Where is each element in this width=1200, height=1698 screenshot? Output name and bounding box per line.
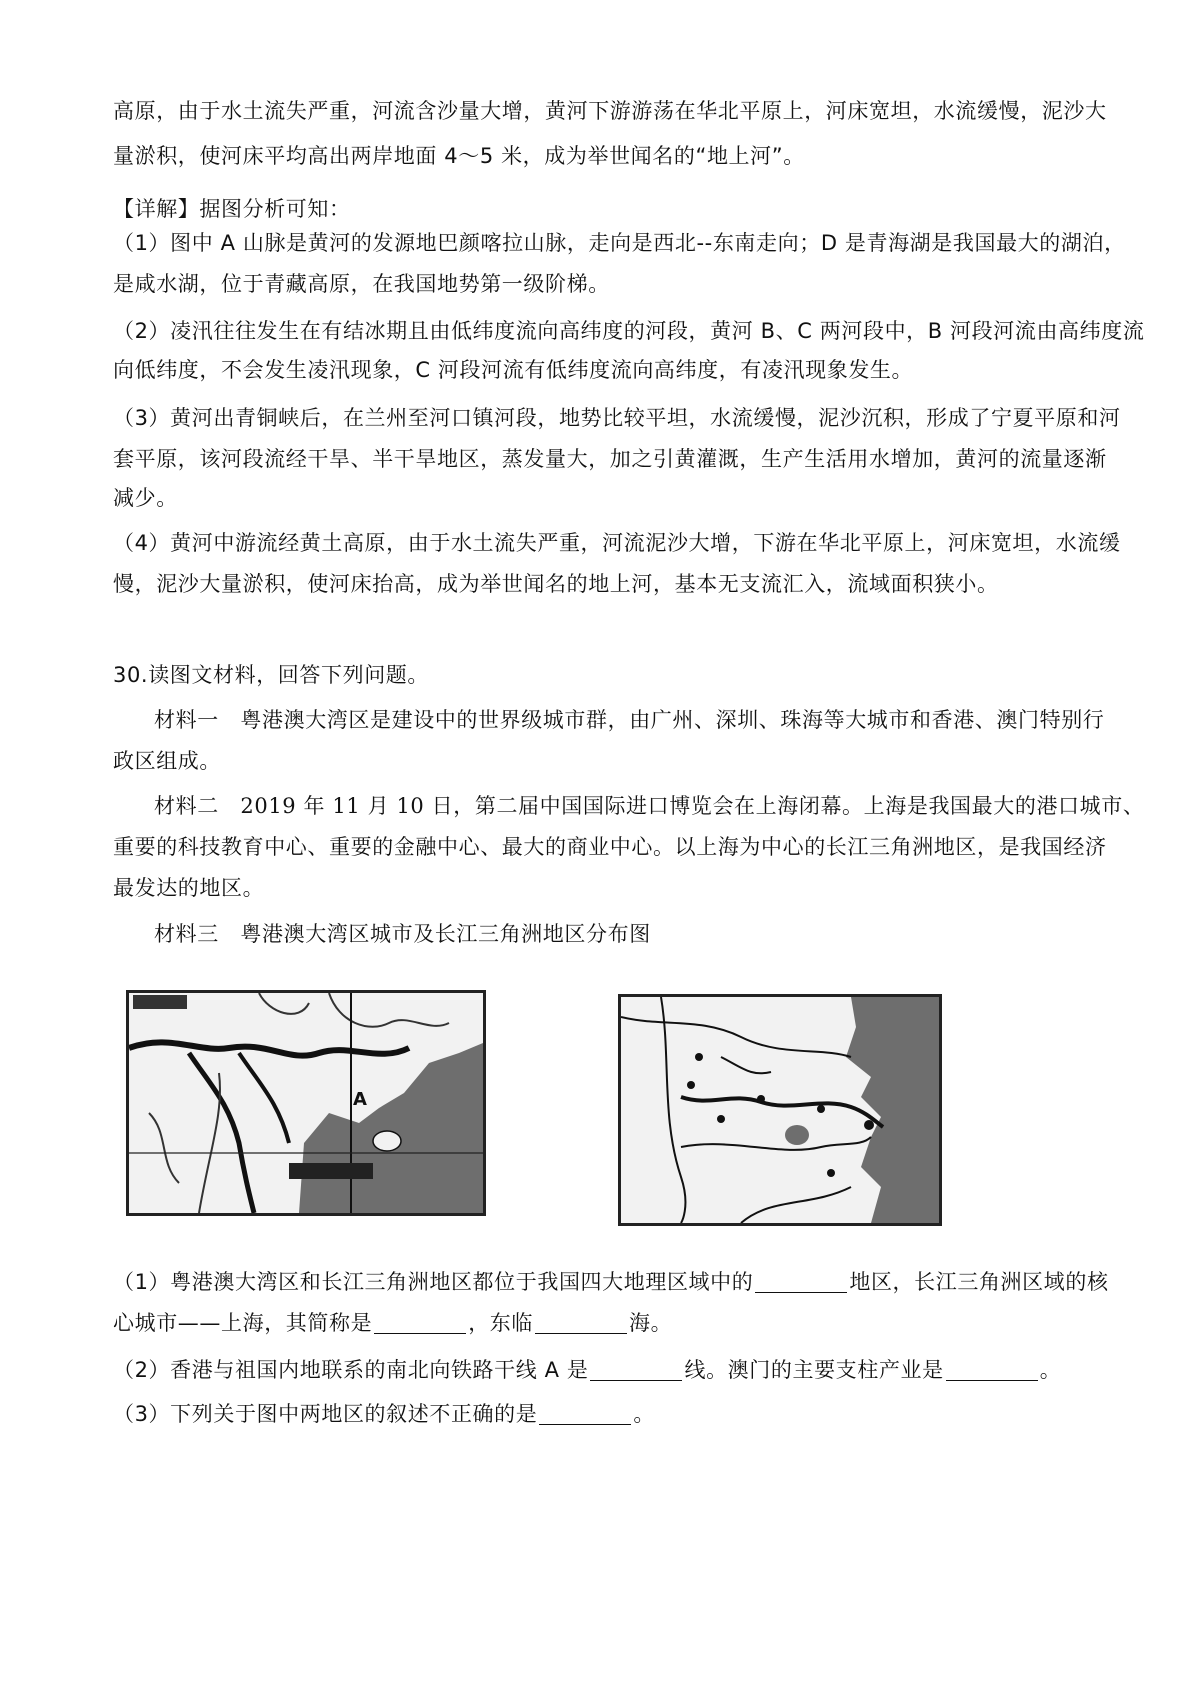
question-3-line bbox=[113, 1399, 655, 1429]
bay-area-map-drawing bbox=[129, 993, 483, 1213]
detail-heading: 【详解】据图分析可知： bbox=[113, 197, 351, 221]
answer-blank-region[interactable] bbox=[755, 1270, 847, 1293]
answer-blank-industry[interactable] bbox=[946, 1358, 1038, 1381]
question-1-text: ，东临 bbox=[468, 1311, 534, 1335]
text-line: （2）凌汛往往发生在有结冰期且由低纬度流向高纬度的河段，黄河 B、C 两河段中，B 河段河流由高纬度流 bbox=[113, 319, 1145, 343]
text-line: 高原，由于水土流失严重，河流含沙量大增，黄河下游游荡在华北平原上，河床宽坦，水流缓慢，泥沙大 bbox=[113, 99, 1107, 123]
text-line: （1）图中 A 山脉是黄河的发源地巴颜喀拉山脉，走向是西北--东南走向；D 是青海湖是我国最大的湖泊， bbox=[113, 231, 1126, 255]
question-1-text: 心城市——上海，其简称是 bbox=[113, 1311, 373, 1335]
question-1-text: 海。 bbox=[629, 1311, 673, 1335]
answer-blank-sea[interactable] bbox=[535, 1311, 627, 1334]
text-line: 套平原，该河段流经干旱、半干旱地区，蒸发量大，加之引黄灌溉，生产生活用水增加，黄河的流量逐渐 bbox=[113, 447, 1107, 471]
answer-blank-incorrect[interactable] bbox=[539, 1402, 631, 1425]
material-two: 材料二 2019 年 11 月 10 日，第二届中国国际进口博览会在上海闭幕。上海是我国最大的港口城市、 bbox=[154, 794, 1145, 818]
text-line: 减少。 bbox=[113, 486, 178, 510]
text-line: 慢，泥沙大量淤积，使河床抬高，成为举世闻名的地上河，基本无支流汇入，流域面积狭小。 bbox=[113, 572, 999, 596]
text-line: 是咸水湖，位于青藏高原，在我国地势第一级阶梯。 bbox=[113, 272, 610, 296]
question-3-text: （3）下列关于图中两地区的叙述不正确的是 bbox=[113, 1402, 538, 1426]
question-1-text: （1）粤港澳大湾区和长江三角洲地区都位于我国四大地理区域中的 bbox=[113, 1270, 754, 1294]
material-two-cont: 最发达的地区。 bbox=[113, 876, 265, 900]
question-1-line-1 bbox=[113, 1267, 1109, 1297]
material-one: 材料一 粤港澳大湾区是建设中的世界级城市群，由广州、深圳、珠海等大城市和香港、澳门特别行 bbox=[154, 708, 1105, 732]
question-2-text: （2）香港与祖国内地联系的南北向铁路干线 A 是 bbox=[113, 1358, 589, 1382]
answer-blank-railway[interactable] bbox=[590, 1358, 682, 1381]
greater-bay-area-map bbox=[126, 990, 486, 1216]
text-line: （3）黄河出青铜峡后，在兰州至河口镇河段，地势比较平坦，水流缓慢，泥沙沉积，形成了宁夏平原和河 bbox=[113, 406, 1121, 430]
railway-label-a: A bbox=[353, 1089, 367, 1110]
text-line: 量淤积，使河床平均高出两岸地面 4～5 米，成为举世闻名的“地上河”。 bbox=[113, 144, 805, 168]
question-1-line-2 bbox=[113, 1308, 672, 1338]
question-3-text: 。 bbox=[633, 1402, 655, 1426]
text-line: （4）黄河中游流经黄土高原，由于水土流失严重，河流泥沙大增，下游在华北平原上，河床宽坦，水流缓 bbox=[113, 531, 1121, 555]
question-1-text: 地区，长江三角洲区域的核 bbox=[849, 1270, 1109, 1294]
material-one-cont: 政区组成。 bbox=[113, 749, 221, 773]
question-2-text: 。 bbox=[1039, 1358, 1062, 1382]
yangtze-delta-map bbox=[618, 994, 942, 1226]
answer-blank-abbreviation[interactable] bbox=[374, 1311, 466, 1334]
material-three: 材料三 粤港澳大湾区城市及长江三角洲地区分布图 bbox=[154, 922, 651, 946]
material-two-cont: 重要的科技教育中心、重要的金融中心、最大的商业中心。以上海为中心的长江三角洲地区，是我国经济 bbox=[113, 835, 1107, 859]
question-heading: 30.读图文材料，回答下列问题。 bbox=[113, 663, 429, 687]
text-line: 向低纬度，不会发生凌汛现象，C 河段河流有低纬度流向高纬度，有凌汛现象发生。 bbox=[113, 358, 914, 382]
question-2-line bbox=[113, 1355, 1061, 1385]
question-2-text: 线。澳门的主要支柱产业是 bbox=[684, 1358, 944, 1382]
yangtze-delta-map-drawing bbox=[621, 997, 939, 1223]
